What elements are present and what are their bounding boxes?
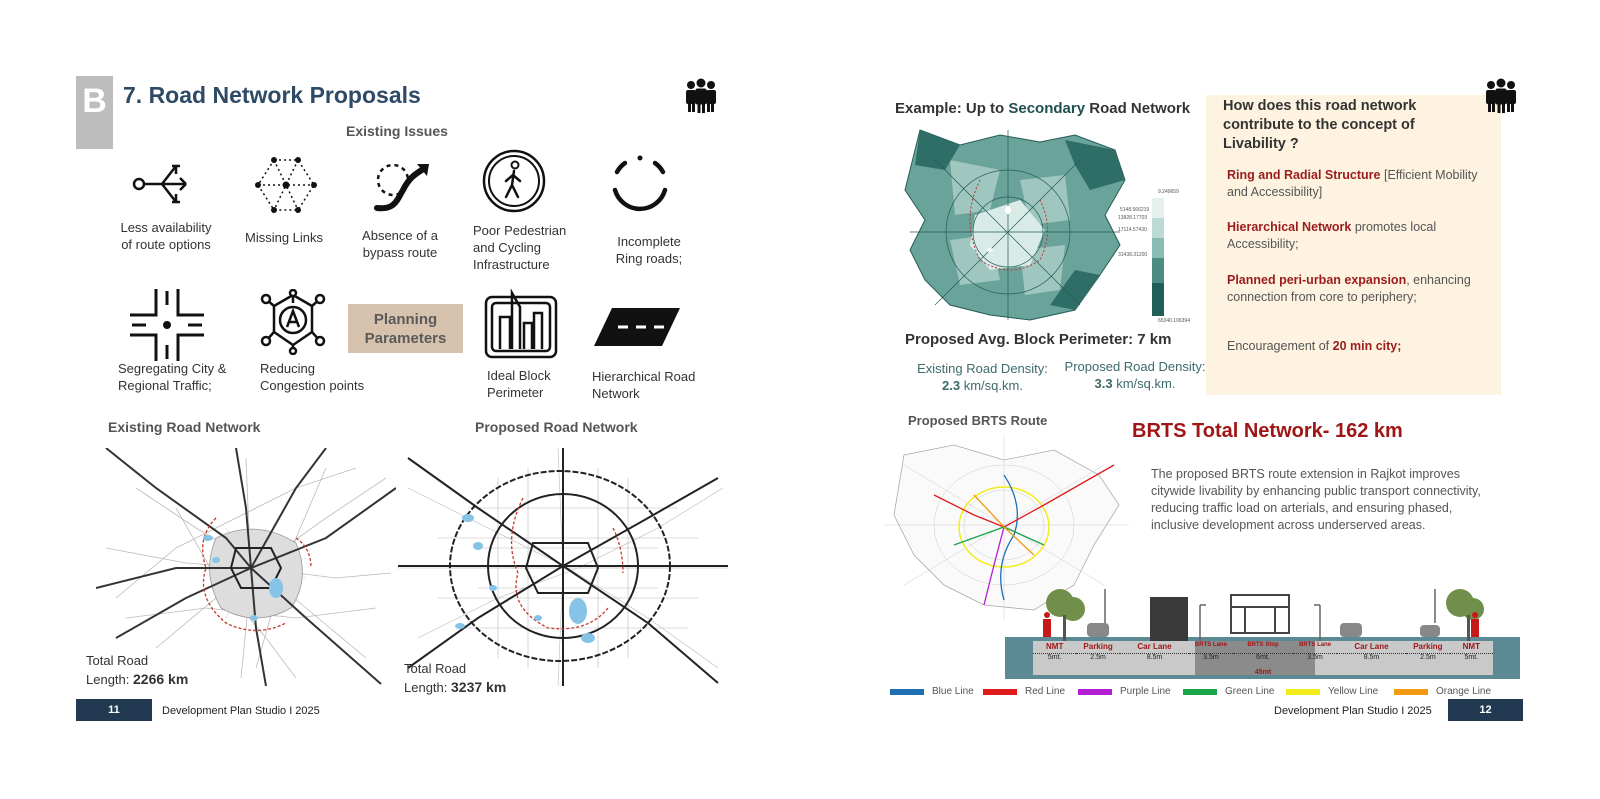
- legend-swatch: [890, 689, 924, 695]
- livability-text: , enhancing connection from core to periphery;: [1227, 273, 1471, 304]
- section-letter: B: [82, 82, 107, 120]
- lane-width: 6mt.: [1233, 653, 1294, 661]
- proposed-road-network-map: [398, 448, 728, 686]
- density-label: Proposed Road Density:: [1064, 359, 1206, 374]
- lane-width: 8.5m: [1337, 653, 1406, 661]
- param-block-perimeter: [487, 367, 577, 401]
- legend-label: Green Line: [1225, 686, 1275, 697]
- proposed-map-label: Proposed Road Network: [475, 419, 638, 435]
- example-prefix: Example: Up to: [895, 100, 1009, 117]
- block-perimeter-map: [890, 120, 1148, 325]
- legend-swatch: [983, 689, 1017, 695]
- livability-bold: Planned peri-urban expansion: [1227, 273, 1407, 287]
- proposed-total-length: [404, 660, 506, 697]
- issue-route-options: [110, 219, 222, 253]
- lane-width: 3.5m: [1189, 653, 1232, 661]
- lane-label: Car Lane: [1354, 642, 1389, 651]
- issue-label: of route options: [121, 237, 211, 252]
- legend-label: Orange Line: [1436, 686, 1492, 697]
- issue-missing-links: [236, 229, 332, 246]
- parameter-label: Hierarchical Road: [592, 369, 696, 384]
- lane-label: BRTS Stop: [1247, 642, 1279, 648]
- issue-label: Missing Links: [244, 230, 324, 245]
- intersection-icon: [130, 289, 204, 361]
- page-number-left: 11: [76, 699, 152, 721]
- example-title: [895, 100, 1190, 117]
- param-segregation: [118, 360, 242, 394]
- street-section-lanes: [1033, 642, 1493, 682]
- example-suffix: Road Network: [1085, 100, 1191, 117]
- incomplete-ring-icon: [609, 154, 671, 216]
- livability-bold: Hierarchical Network: [1227, 220, 1352, 234]
- livability-text: [Efficient Mobility and Accessibility]: [1227, 168, 1478, 199]
- total-road-value: 2266 km: [133, 671, 189, 687]
- legend-label: Yellow Line: [1328, 686, 1379, 697]
- legend-swatch: [1394, 689, 1428, 695]
- route-options-icon: [132, 160, 190, 208]
- livability-point-2: [1227, 219, 1482, 253]
- parameter-label: Segregating City &: [118, 361, 227, 376]
- parameter-label: Network: [592, 386, 640, 401]
- livability-bold: Ring and Radial Structure: [1227, 168, 1381, 182]
- livability-bold: 20 min city: [1332, 339, 1398, 353]
- issue-label: and Cycling: [473, 240, 541, 255]
- issue-label: bypass route: [362, 245, 438, 260]
- livability-point-3: [1227, 272, 1482, 306]
- lane-label: Car Lane: [1137, 642, 1172, 651]
- legend-item: [890, 686, 974, 697]
- parameter-label: Congestion points: [260, 378, 365, 393]
- road-hierarchy-icon: [594, 306, 680, 348]
- legend-label: Purple Line: [1120, 686, 1171, 697]
- brts-map-label: Proposed BRTS Route: [908, 413, 1048, 428]
- issue-label: Incomplete: [617, 234, 681, 249]
- legend-value: 5148.566219: [1120, 207, 1150, 213]
- parameter-label: Regional Traffic;: [118, 378, 212, 393]
- legend-value: 9.249659: [1158, 189, 1179, 195]
- legend-swatch: [1286, 689, 1320, 695]
- livability-text: promotes local Accessibility;: [1227, 220, 1437, 251]
- legend-value: 17114.57430: [1118, 227, 1147, 233]
- parameter-label: Ideal Block: [487, 368, 551, 383]
- livability-point-4: [1227, 338, 1482, 355]
- lane-width: 2.5m: [1076, 653, 1119, 661]
- missing-links-icon: [254, 156, 318, 214]
- parameter-label: Reducing: [260, 361, 315, 376]
- existing-map-label: Existing Road Network: [108, 419, 261, 435]
- issue-pedestrian: [473, 222, 579, 273]
- issue-label: Poor Pedestrian: [473, 223, 567, 238]
- section-letter-badge: [76, 76, 113, 149]
- lane-label: BRTS Lane: [1194, 642, 1227, 648]
- lane-label: NMT: [1046, 642, 1064, 651]
- legend-value: 65340.106394: [1158, 318, 1190, 324]
- existing-road-network-map: [96, 448, 396, 686]
- proposed-road-density: [1060, 358, 1210, 392]
- congestion-network-icon: [260, 289, 326, 355]
- issue-label: Ring roads;: [615, 251, 683, 266]
- legend-item: [983, 686, 1065, 697]
- param-road-hierarchy: [592, 368, 712, 402]
- total-road-label: Total Road: [86, 653, 149, 668]
- block-perimeter-text: Proposed Avg. Block Perimeter: 7 km: [905, 331, 1172, 348]
- pedestrian-icon: [482, 149, 546, 213]
- lane-width: 5mt.: [1033, 653, 1076, 661]
- total-road-prefix: Length:: [86, 672, 133, 687]
- lane-width: 5mt.: [1450, 653, 1493, 661]
- lane-width: 2.5m: [1406, 653, 1449, 661]
- footer-left: Development Plan Studio I 2025: [162, 705, 320, 717]
- existing-issues-heading: Existing Issues: [346, 123, 448, 139]
- brts-description: The proposed BRTS route extension in Rajkot improves citywide livability by enhancing public transport connectivity, reducing traffic load on arterials, and ensuring phased, inclusive development across underserved areas.: [1151, 467, 1481, 532]
- legend-swatch: [1183, 689, 1217, 695]
- legend-value: 31438.31200: [1118, 252, 1148, 258]
- lane-label: Parking: [1083, 642, 1113, 651]
- livability-question: How does this road network contribute to the concept of Livability ?: [1223, 98, 1417, 152]
- issue-bypass: [350, 227, 450, 261]
- issue-ring-roads: [596, 233, 702, 267]
- legend-label: Red Line: [1025, 686, 1066, 697]
- density-label: Existing Road Density:: [917, 361, 1048, 376]
- livability-panel: [1206, 95, 1501, 395]
- legend-item: [1394, 686, 1491, 697]
- livability-text: Encouragement of: [1227, 339, 1333, 353]
- legend-value: 13828.17703: [1118, 215, 1148, 221]
- legend-item: [1078, 686, 1171, 697]
- bypass-route-icon: [373, 160, 433, 214]
- total-road-label: Total Road: [404, 661, 467, 676]
- map-legend-ramp: [1148, 198, 1168, 316]
- legend-label: Blue Line: [932, 686, 974, 697]
- issue-label: Infrastructure: [473, 257, 550, 272]
- people-group-icon: [683, 78, 719, 114]
- planning-parameters-box: [348, 304, 463, 353]
- footer-right: Development Plan Studio I 2025: [1274, 705, 1432, 717]
- city-block-icon: [484, 287, 558, 359]
- legend-swatch: [1078, 689, 1112, 695]
- total-road-value: 3237 km: [451, 679, 507, 695]
- lane-width: 3.5m: [1293, 653, 1336, 661]
- parameter-label: Perimeter: [487, 385, 544, 400]
- legend-item: [1286, 686, 1378, 697]
- density-value: 3.3: [1094, 376, 1113, 391]
- existing-total-length: [86, 652, 188, 689]
- param-congestion: [260, 360, 380, 394]
- livability-text: ;: [1397, 339, 1402, 353]
- page-number-right: 12: [1448, 699, 1523, 721]
- existing-road-density: [910, 360, 1055, 394]
- density-unit: km/sq.km.: [1112, 376, 1176, 391]
- lane-label: NMT: [1462, 642, 1480, 651]
- lane-width: 8.5m: [1120, 653, 1189, 661]
- livability-point-1: [1227, 167, 1482, 201]
- page-title: 7. Road Network Proposals: [123, 82, 421, 108]
- legend-item: [1183, 686, 1274, 697]
- planning-parameters-label: Parameters: [364, 329, 447, 347]
- people-group-icon: [1483, 76, 1519, 116]
- issue-label: Less availability: [120, 220, 212, 235]
- example-highlight: Secondary: [1008, 100, 1086, 117]
- total-road-prefix: Length:: [404, 680, 451, 695]
- density-unit: km/sq.km.: [960, 378, 1023, 393]
- section-total-width: 45mt: [1254, 669, 1272, 676]
- lane-label: Parking: [1413, 642, 1443, 651]
- lane-label: BRTS Lane: [1299, 642, 1332, 648]
- planning-parameters-label: Planning: [373, 310, 438, 328]
- brts-title: BRTS Total Network- 162 km: [1132, 420, 1403, 442]
- issue-label: Absence of a: [362, 228, 438, 243]
- density-value: 2.3: [942, 378, 961, 393]
